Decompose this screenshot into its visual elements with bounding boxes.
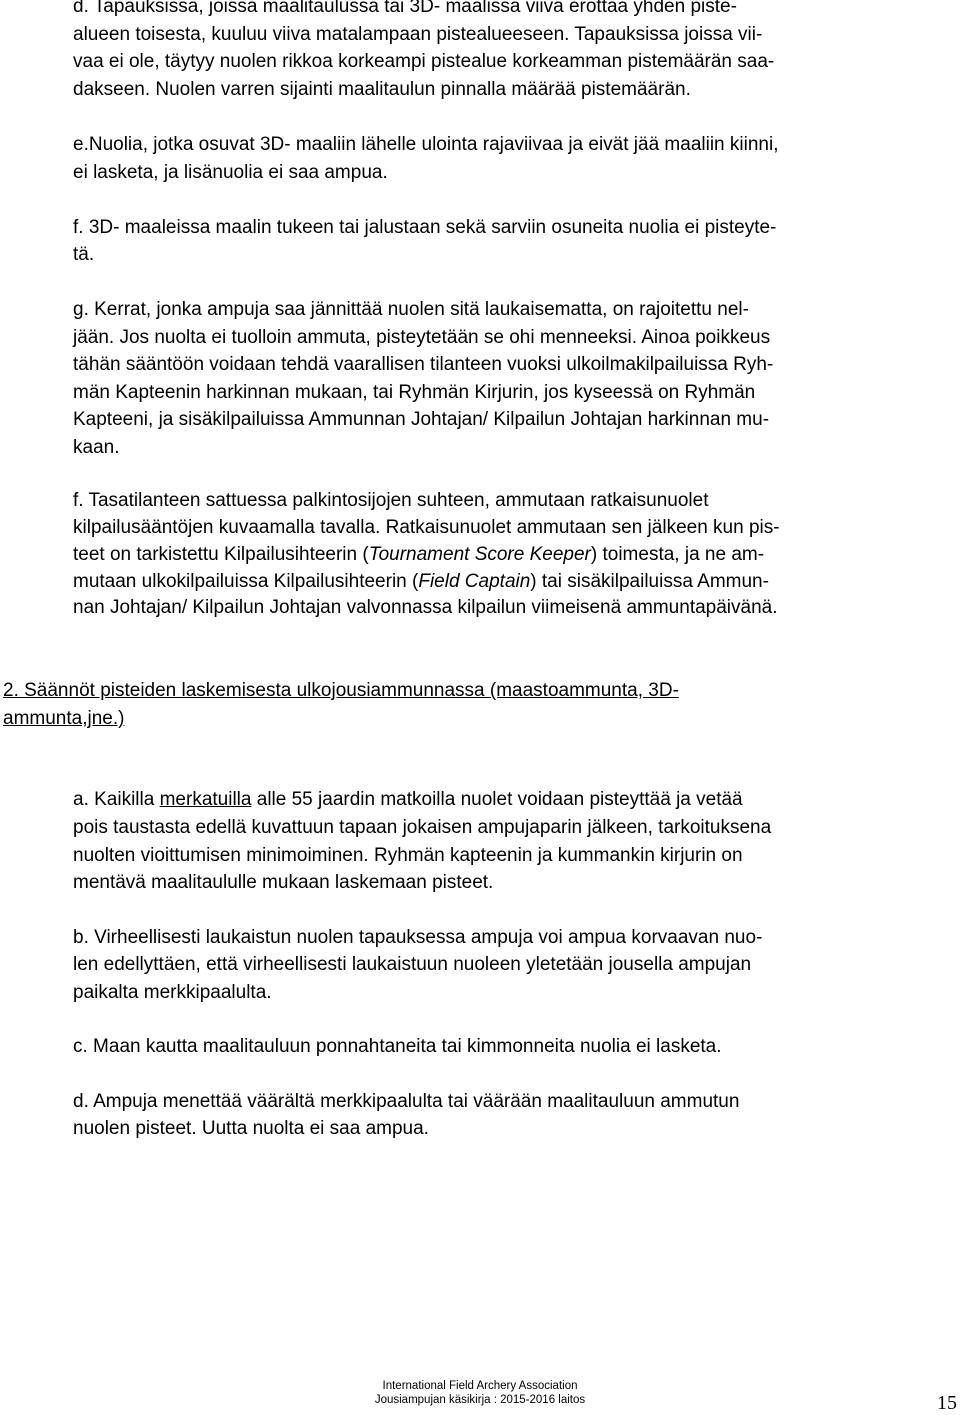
item-g-line: tähän sääntöön voidaan tehdä vaarallisen tilanteen vuoksi ulkoilmakilpailuissa Ryh- [73, 354, 774, 375]
sec-b-line: len edellyttäen, että virheellisesti laukaistuun nuoleen yletetään jousella ampujan [73, 954, 752, 975]
item-f-line: tä. [73, 244, 95, 265]
item-f-tie-line: nan Johtajan/ Kilpailun Johtajan valvonnassa kilpailun viimeisenä ammuntapäivänä. [73, 597, 778, 618]
page-number: 15 [937, 1392, 957, 1414]
item-g-line: män Kapteenin harkinnan mukaan, tai Ryhmän Kirjurin, jos kyseessä on Ryhmän [73, 382, 756, 403]
item-d-line: dakseen. Nuolen varren sijainti maalitaulun pinnalla määrää pistemäärän. [73, 79, 691, 100]
sec-c-line: c. Maan kautta maalitauluun ponnahtaneita tai kimmonneita nuolia ei lasketa. [73, 1036, 722, 1057]
section-heading: 2. Säännöt pisteiden laskemisesta ulkojousiammunnassa (maastoammunta, 3D- [3, 680, 679, 701]
item-d-line: alueen toisesta, kuuluu viiva matalampaan pistealueeseen. Tapauksissa joissa vii- [73, 24, 763, 45]
sec-d-line: nuolen pisteet. Uutta nuolta ei saa ampua. [73, 1118, 429, 1139]
sec-a-line: mentävä maalitaululle mukaan laskemaan pisteet. [73, 872, 494, 893]
item-e-line: e.Nuolia, jotka osuvat 3D- maaliin lähelle ulointa rajaviivaa ja eivät jää maaliin kiinni, [73, 134, 779, 155]
sec-b-line: b. Virheellisesti laukaistun nuolen tapauksessa ampuja voi ampua korvaavan nuo- [73, 927, 763, 948]
section-heading: ammunta,jne.) [3, 708, 125, 729]
item-d-line: vaa ei ole, täytyy nuolen rikkoa korkeampi pistealue korkeamman pistemäärän saa- [73, 51, 775, 72]
item-g-line: kaan. [73, 437, 120, 458]
footer-org: International Field Archery Association [382, 1380, 578, 1392]
sec-b-line: paikalta merkkipaalulta. [73, 982, 272, 1003]
sec-d-line: d. Ampuja menettää väärältä merkkipaalulta tai väärään maalitauluun ammutun [73, 1091, 740, 1112]
item-g-line: g. Kerrat, jonka ampuja saa jännittää nuolen sitä laukaisematta, on rajoitettu nel- [73, 299, 749, 320]
italic-term: Field Captain [418, 571, 531, 592]
item-g-line: jään. Jos nuolta ei tuolloin ammuta, pisteytetään se ohi menneeksi. Ainoa poikkeus [73, 327, 771, 348]
item-f-line: f. 3D- maaleissa maalin tukeen tai jalustaan sekä sarviin osuneita nuolia ei pisteyte- [73, 217, 777, 238]
item-g-line: Kapteeni, ja sisäkilpailuissa Ammunnan Johtajan/ Kilpailun Johtajan harkinnan mu- [73, 409, 770, 430]
item-e-line: ei lasketa, ja lisänuolia ei saa ampua. [73, 162, 388, 183]
item-f-tie-line: f. Tasatilanteen sattuessa palkintosijojen suhteen, ammutaan ratkaisunuolet [73, 490, 709, 511]
footer-handbook: Jousiampujan käsikirja : 2015-2016 laitos [374, 1394, 586, 1406]
item-f-tie-line: mutaan ulkokilpailuissa Kilpailusihteerin (Field Captain) tai sisäkilpailuissa Ammun- [73, 571, 769, 592]
item-d-line: d. Tapauksissa, joissa maalitaulussa tai 3D- maalissa viiva erottaa yhden piste- [73, 0, 737, 17]
italic-term: Tournament Score Keeper [368, 544, 591, 565]
item-f-tie-line: teet on tarkistettu Kilpailusihteerin (Tournament Score Keeper) toimesta, ja ne am- [73, 544, 765, 565]
sec-a-line: a. Kaikilla merkatuilla alle 55 jaardin matkoilla nuolet voidaan pisteyttää ja vetää [73, 789, 743, 810]
sec-a-line: pois taustasta edellä kuvattuun tapaan jokaisen ampujaparin jälkeen, tarkoituksena [73, 817, 772, 838]
underlined-word: merkatuilla [159, 789, 252, 810]
sec-a-line: nuolten vioittumisen minimoiminen. Ryhmän kapteenin ja kummankin kirjurin on [73, 845, 743, 866]
item-f-tie-line: kilpailusääntöjen kuvaamalla tavalla. Ratkaisunuolet ammutaan sen jälkeen kun pis- [73, 517, 780, 538]
